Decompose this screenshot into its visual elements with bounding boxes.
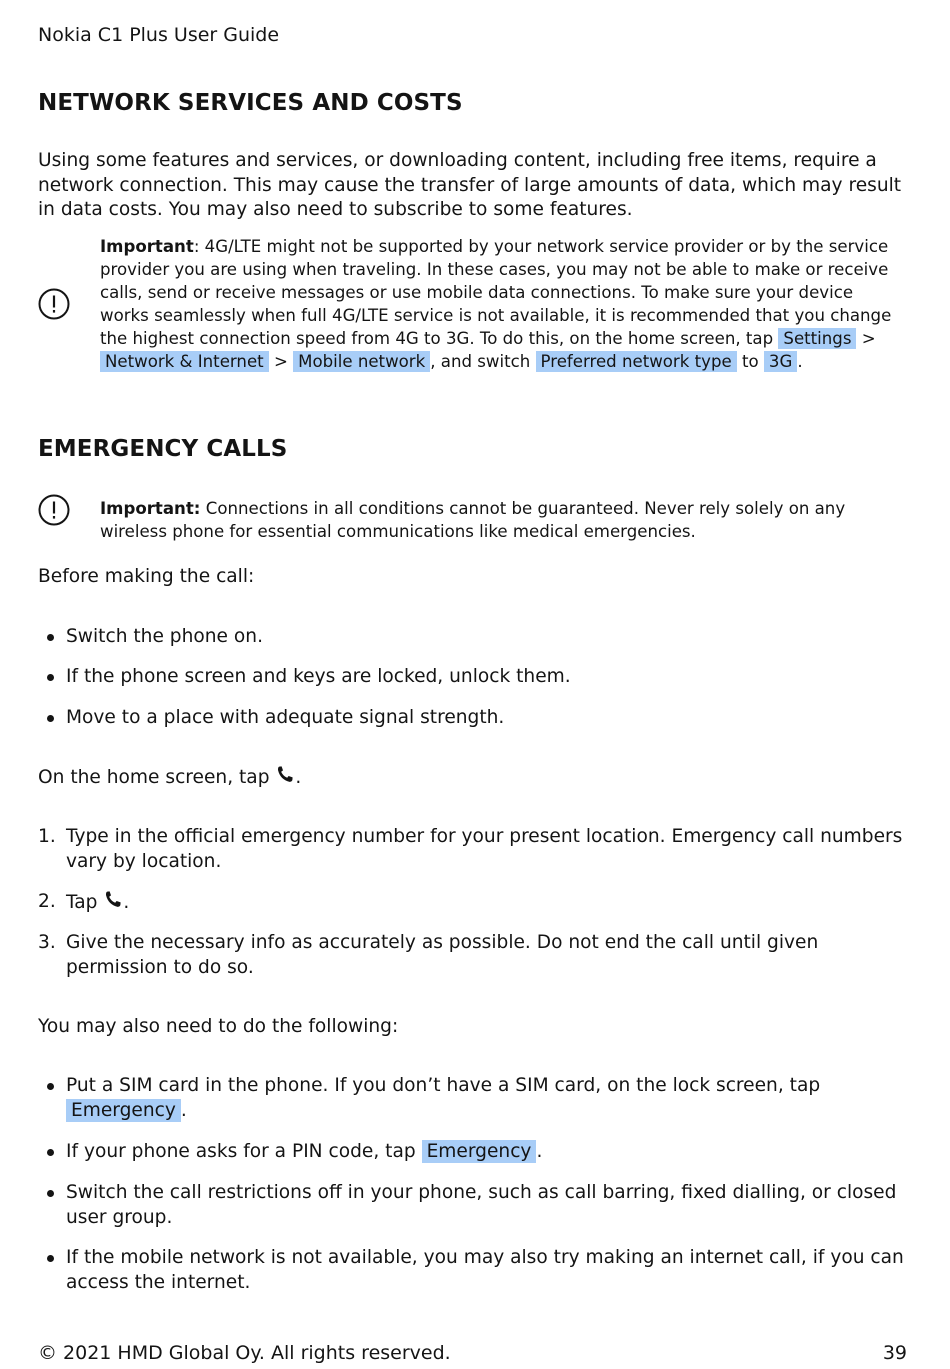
section-heading-network-services: NETWORK SERVICES AND COSTS — [38, 90, 463, 116]
emergency-button[interactable]: Emergency — [422, 1140, 537, 1163]
network-important-note — [100, 236, 900, 373]
also-need-intro: You may also need to do the following: — [38, 1016, 399, 1037]
note-text-to: to — [736, 351, 764, 371]
path-separator: > — [856, 328, 876, 348]
phone-icon[interactable] — [275, 765, 295, 785]
emergency-button[interactable]: Emergency — [66, 1099, 181, 1122]
copyright-footer: © 2021 HMD Global Oy. All rights reserved. — [38, 1342, 451, 1364]
home-screen-instruction: On the home screen, tap . — [38, 767, 302, 788]
page-number: 39 — [882, 1342, 907, 1364]
note-label: Important: — [100, 499, 201, 518]
path-separator: > — [268, 351, 294, 371]
emergency-important-note — [100, 498, 900, 544]
note-label: Important — [100, 237, 194, 256]
note-text: Connections in all conditions cannot be guaranteed. Never rely solely on any wireless phone for essential communications like medical emergencies. — [100, 499, 846, 541]
document-header: Nokia C1 Plus User Guide — [38, 24, 280, 46]
3g-option[interactable]: 3G — [764, 351, 797, 372]
network-internet-button[interactable]: Network & Internet — [100, 351, 269, 372]
preferred-network-type-button[interactable]: Preferred network type — [536, 351, 737, 372]
exclamation-circle-icon — [37, 493, 71, 527]
phone-icon[interactable] — [103, 890, 123, 910]
section-heading-emergency-calls: EMERGENCY CALLS — [38, 436, 288, 462]
mobile-network-button[interactable]: Mobile network — [293, 351, 430, 372]
settings-button[interactable]: Settings — [778, 328, 856, 349]
exclamation-circle-icon — [37, 287, 71, 321]
note-end: . — [797, 351, 803, 371]
before-call-intro: Before making the call: — [38, 566, 255, 587]
network-services-paragraph: Using some features and services, or downloading content, including free items, require a network connection. This may cause the transfer of large amounts of data, which may result in data costs. You may also need to subscribe to some features. — [38, 150, 902, 221]
note-text: : 4G/LTE might not be supported by your network service provider or by the service provider you are using when traveling. In these cases, you may not be able to make or receive calls, send or receive messages or use mobile data connections. To make sure your device works seamlessly when full 4G/LTE service is not available, it is recommended that you change the highest connection speed from 4G to 3G. To do this, on the home screen, tap — [100, 237, 892, 348]
note-text-and-switch: , and switch — [430, 351, 536, 371]
